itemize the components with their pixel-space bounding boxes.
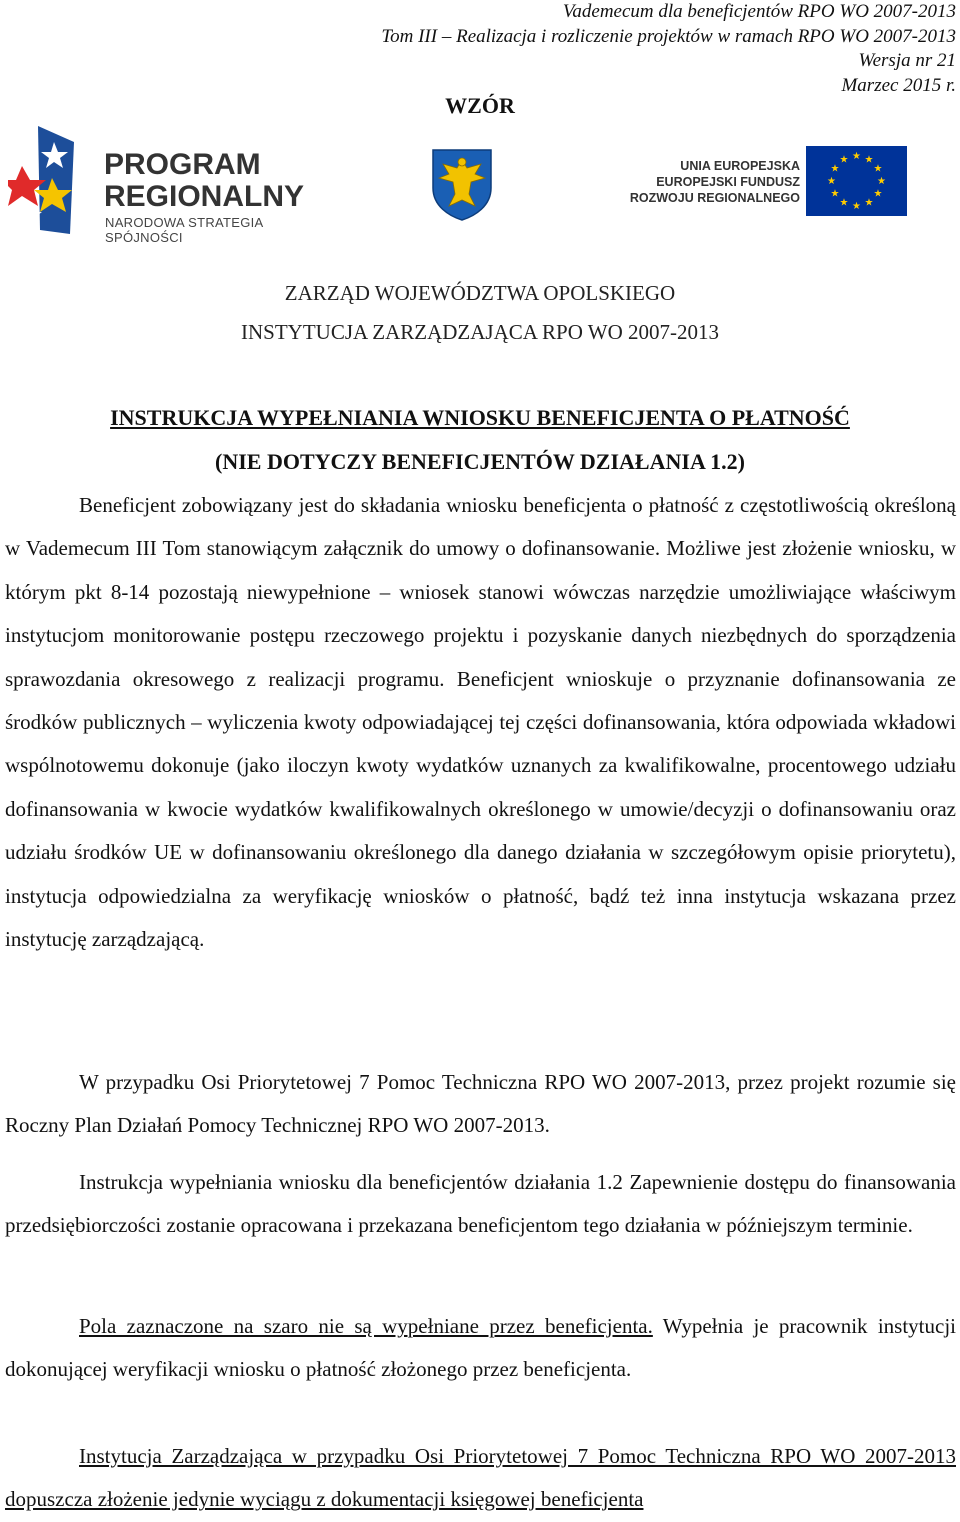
svg-text:★: ★ [873, 188, 883, 200]
svg-text:★: ★ [852, 151, 861, 162]
program-subtitle: NARODOWA STRATEGIA SPÓJNOŚCI [105, 215, 263, 245]
document-header [381, 0, 956, 98]
svg-text:★: ★ [873, 163, 883, 175]
paragraph-action-1-2 [5, 1161, 956, 1248]
instruction-subtitle: (NIE DOTYCZY BENEFICJENTÓW DZIAŁANIA 1.2) [215, 449, 745, 474]
svg-text:★: ★ [877, 176, 886, 187]
eu-line-union: UNIA EUROPEJSKA [680, 159, 800, 173]
paragraph-frequency-text: Beneficjent zobowiązany jest do składania wniosku beneficjenta o płatność z częstotliwością określoną w Vademecum III Tom stanowiącym załącznik do umowy o dofinansowanie. Możliwe jest złożenie wniosku, w którym pkt 8-14 pozostają niewypełnione – wniosek stanowi wówczas narzędzie umożliwiające właściwym instytucjom monitorowanie postępu rzeczowego projektu i pozyskanie danych niezbędnych do sporządzenia sprawozdania okresowego z realizacji programu. Beneficjent wnioskuje o przyznanie dofinansowania ze środków publicznych – wyliczenia kwoty odpowiadającej tej części dofinansowania, która odpowiada wkładowi wspólnotowemu dokonuje (jako iloczyn kwoty wydatków uznanych za kwalifikowalne, procentowego udziału dofinansowania w kwocie wydatków kwalifikowalnych określonego w umowie/decyzji o dofinansowaniu oraz udziału środków UE w dofinansowaniu określonego dla danego działania w szczegółowym opisie priorytetu), instytucja odpowiedzialna za weryfikację wniosków o płatność, bądź też inna instytucja wskazana przez instytucję zarządzającą. [5, 493, 956, 952]
eu-flag-icon [806, 146, 907, 216]
eu-line-fund: EUROPEJSKI FUNDUSZ [656, 175, 800, 189]
paragraph-action-1-2-text: Instrukcja wypełniania wniosku dla beneficjentów działania 1.2 Zapewnienie dostępu do finansowania przedsiębiorczości zostanie opracowana i przekazana beneficjentom tego działania w późniejszym terminie. [5, 1170, 956, 1238]
instruction-title: INSTRUKCJA WYPEŁNIANIA WNIOSKU BENEFICJENTA O PŁATNOŚĆ [110, 405, 850, 430]
program-title-line1: PROGRAM [104, 148, 261, 181]
eu-line-regional: ROZWOJU REGIONALNEGO [629, 191, 800, 205]
svg-text:★: ★ [830, 188, 840, 200]
managing-authority-name: INSTYTUCJA ZARZĄDZAJĄCA RPO WO 2007-2013 [241, 320, 719, 344]
template-label: WZÓR [445, 93, 515, 118]
svg-text:★: ★ [827, 176, 836, 187]
svg-text:★: ★ [852, 201, 861, 212]
program-stars-icon [8, 122, 100, 240]
program-title-line2: REGIONALNY [104, 180, 305, 213]
paragraph-frequency [5, 484, 956, 961]
grey-fields-rest: Wypełnia je pracownik instytucji dokonującej weryfikacji wniosku o płatność złożonego przez beneficjenta. [5, 1314, 956, 1382]
eu-logo-text [618, 158, 800, 206]
svg-text:★: ★ [864, 197, 874, 209]
svg-text:★: ★ [839, 197, 849, 209]
paragraph-priority-axis-text: W przypadku Osi Priorytetowej 7 Pomoc Techniczna RPO WO 2007-2013, przez projekt rozumie się Roczny Plan Działań Pomocy Technicznej RPO WO 2007-2013. [5, 1070, 956, 1138]
board-name: ZARZĄD WOJEWÓDZTWA OPOLSKIEGO [284, 281, 676, 305]
accounting-extract-note: Instytucja Zarządzająca w przypadku Osi Priorytetowej 7 Pomoc Techniczna RPO WO 2007-2013 dopuszcza złożenie jedynie wyciągu z dokumentacji księgowej beneficjenta [5, 1444, 956, 1512]
header-volume: Tom III – Realizacja i rozliczenie projektów w ramach RPO WO 2007-2013 [381, 25, 956, 47]
program-regionalny-logo [8, 122, 338, 245]
paragraph-grey-fields [5, 1305, 956, 1392]
header-version: Wersja nr 21 [858, 50, 956, 71]
grey-fields-note: Pola zaznaczone na szaro nie są wypełniane przez beneficjenta. [79, 1314, 653, 1338]
paragraph-accounting-extract [5, 1435, 956, 1522]
header-date: Marzec 2015 r. [841, 74, 956, 96]
svg-text:★: ★ [864, 154, 874, 166]
coat-of-arms-icon [431, 148, 493, 222]
header-vademecum: Vademecum dla beneficjentów RPO WO 2007-2013 [562, 1, 956, 22]
svg-text:★: ★ [839, 154, 849, 166]
svg-text:★: ★ [830, 163, 840, 175]
paragraph-priority-axis [5, 1061, 956, 1148]
